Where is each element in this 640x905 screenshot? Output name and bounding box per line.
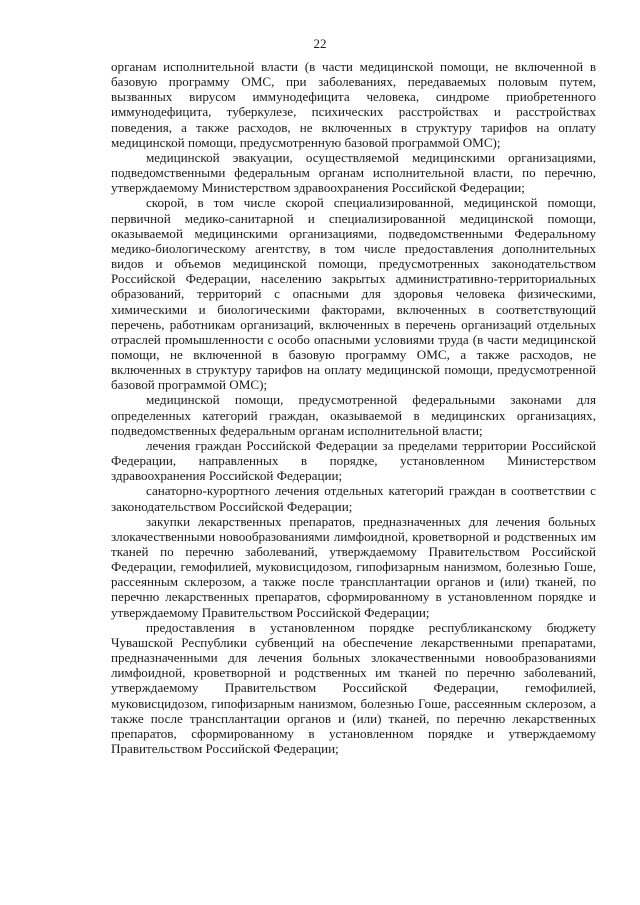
paragraph-6: санаторно-курортного лечения отдельных категорий граждан в соответствии с законодательством Российской Федерации; — [111, 483, 596, 514]
paragraph-7: закупки лекарственных препаратов, предназначенных для лечения больных злокачественными новообразованиями лимфоидной, кроветворной и родственных им тканей по перечню заболеваний, утверждаемому Правительством Российской Федерации, гемофилией, муковисцидозом, гипофизарным нанизмом, болезнью Гоше, рассеянным склерозом, а также после трансплантации органов и (или) тканей, по перечню лекарственных препаратов, сформированному в установленном порядке и утверждаемому Правительством Российской Федерации; — [111, 513, 596, 620]
paragraph-8: предоставления в установленном порядке республиканскому бюджету Чувашской Республики субвенций на обеспечение лекарственными препаратами, предназначенными для лечения больных злокачественными новообразованиями лимфоидной, кроветворной и родственных им тканей по перечню заболеваний, утверждаемому Правительством Российской Федерации, гемофилией, муковисцидозом, гипофизарным нанизмом, болезнью Гоше, рассеянным склерозом, а также после трансплантации органов и (или) тканей, по перечню лекарственных препаратов, сформированному в установленном порядке и утверждаемому Правительством Российской Федерации; — [111, 619, 596, 757]
paragraph-3: скорой, в том числе скорой специализированной, медицинской помощи, первичной медико-санитарной и специализированной медицинской помощи, оказываемой медицинскими организациями, подведомственными Федеральному медико-биологическому агентству, в том числе предоставления дополнительных видов и объемов медицинской помощи, предусмотренных законодательством Российской Федерации, населению закрытых административно-территориальных образований, территорий с опасными для здоровья человека физическими, химическими и биологическими факторами, включенных в соответствующий перечень, работникам организаций, включенных в перечень организаций отдельных отраслей промышленности с особо опасными условиями труда (в части медицинской помощи, не включенной в базовую программу ОМС, а также расходов, не включенных в структуру тарифов на оплату медицинской помощи, предусмотренной базовой программой ОМС); — [111, 195, 596, 393]
paragraph-5: лечения граждан Российской Федерации за пределами территории Российской Федерации, направленных в порядке, установленном Министерством здравоохранения Российской Федерации; — [111, 437, 596, 484]
paragraph-1: органам исполнительной власти (в части медицинской помощи, не включенной в базовую программу ОМС, при заболеваниях, передаваемых половым путем, вызванных вирусом иммунодефицита человека, синдроме приобретенного иммунодефицита, туберкулезе, психических расстройствах и расстройствах поведения, а также расходов, не включенных в структуру тарифов на оплату медицинской помощи, предусмотренную базовой программой ОМС); — [111, 59, 596, 150]
paragraph-4: медицинской помощи, предусмотренной федеральными законами для определенных категорий граждан, оказываемой в медицинских организациях, подведомственных федеральным органам исполнительной власти; — [111, 392, 596, 438]
page-number: 22 — [313, 36, 327, 51]
paragraph-2: медицинской эвакуации, осуществляемой медицинскими организациями, подведомственными федеральным органам исполнительной власти, по перечню, утверждаемому Министерством здравоохранения Российской Федерации; — [111, 149, 596, 196]
document-body — [111, 59, 596, 756]
